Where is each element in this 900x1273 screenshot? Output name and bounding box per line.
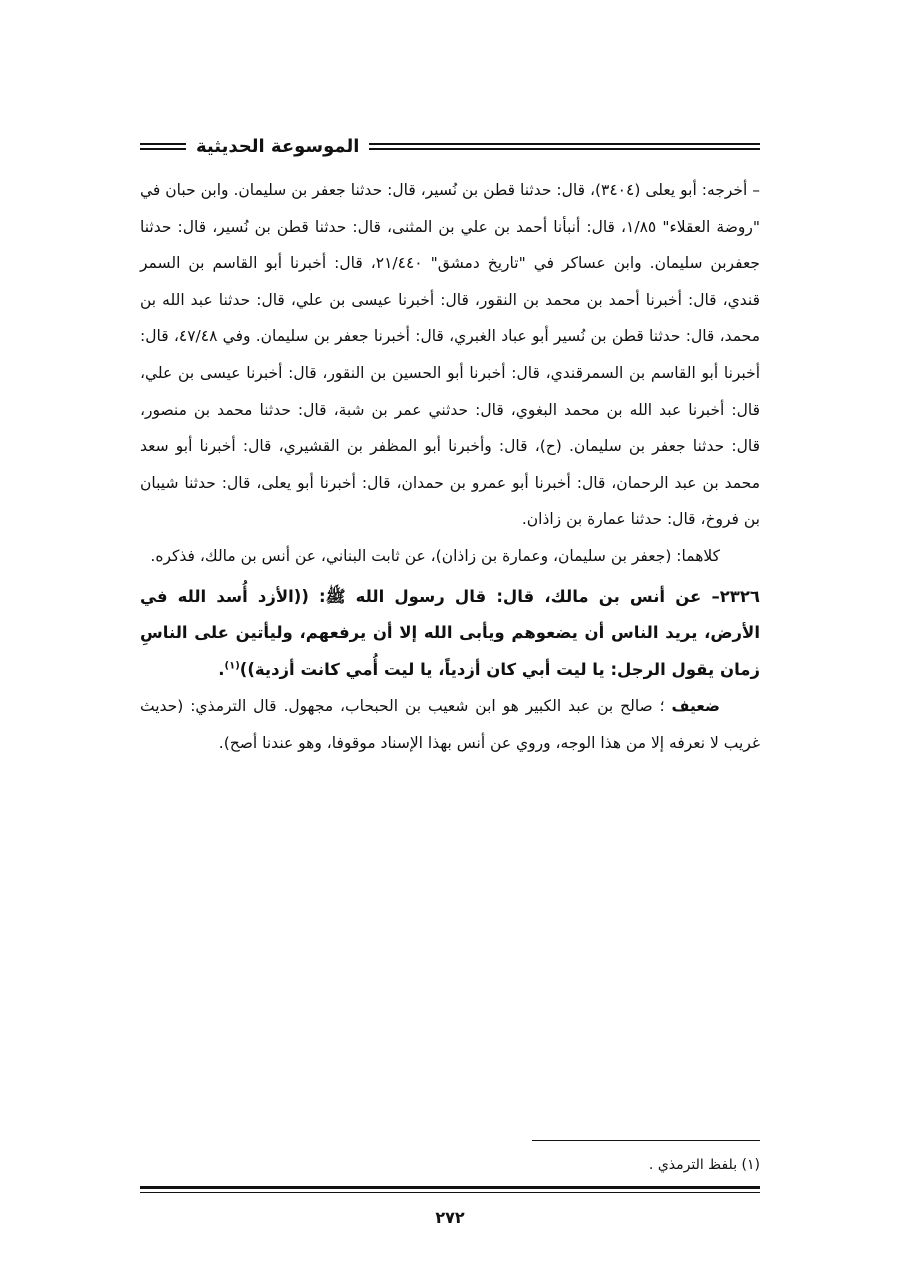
running-header — [140, 130, 760, 162]
main-text — [140, 172, 760, 762]
hadith-paragraph — [140, 579, 760, 689]
takhrij-paragraph: – أخرجه: أبو يعلى (٣٤٠٤)، قال: حدثنا قطن بن نُسير، قال: حدثنا جعفر بن سليمان. وابن حبان في "روضة العقلاء" ١/٨٥، قال: أنبأنا أحمد بن علي بن المثنى، قال: حدثنا قطن بن نُسير، قال: حدثنا جعفربن سليمان. وابن عساكر في "تاريخ دمشق" ٢١/٤٤٠، قال: أخبرنا أبو القاسم بن السمر قندي، قال: أخبرنا أحمد بن محمد بن النقور، قال: أخبرنا عيسى بن علي، قال: حدثنا عبد الله بن محمد، قال: حدثنا قطن بن نُسير أبو عباد الغبري، قال: أخبرنا جعفر بن سليمان. وفي ٤٧/٤٨، قال: أخبرنا أبو القاسم بن السمرقندي، قال: أخبرنا أبو الحسين بن النقور، قال: أخبرنا عيسى بن علي، قال: أخبرنا عبد الله بن محمد البغوي، قال: حدثني عمر بن شبة، قال: حدثنا محمد بن منصور، قال: حدثنا جعفر بن سليمان. (ح)، قال: وأخبرنا أبو المظفر بن القشيري، قال: أخبرنا أبو سعد محمد بن عبد الرحمان، قال: أخبرنا أبو عمرو بن حمدان، قال: أخبرنا أبو يعلى، قال: حدثنا شيبان بن فروخ، قال: حدثنا عمارة بن زاذان. — [140, 181, 761, 529]
grade-text: ؛ صالح بن عبد الكبير هو ابن شعيب بن الحبحاب، مجهول. قال الترمذي: (حديث غريب لا نعرفه إلا من هذا الوجه، وروي عن أنس بهذا الإسناد موقوفا، وهو عندنا أصح). — [140, 697, 760, 752]
footnote-reference: (١) — [224, 660, 240, 672]
page-number: ٢٧٢ — [435, 1208, 465, 1227]
grade-lead: ضعيف — [671, 697, 720, 716]
kilahuma-paragraph: كلاهما: (جعفر بن سليمان، وعمارة بن زاذان)، عن ثابت البناني، عن أنس بن مالك، فذكره. — [150, 546, 720, 565]
header-rule-right — [369, 143, 760, 150]
footnote: (١) بلفظ الترمذي . — [648, 1157, 760, 1173]
hadith-text: ٢٣٢٦– عن أنس بن مالك، قال: قال رسول الله ﷺ: ((الأزد أُسد الله في الأرض، يريد الناس أن يضعوهم ويأبى الله إلا أن يرفعهم، وليأتين على الناسِ زمان يقول الرجل: يا ليت أبي كان أزدياً، يا ليت أُمي كانت أزدية)) — [140, 586, 760, 679]
footnote-separator — [532, 1140, 760, 1141]
grade-paragraph — [140, 688, 760, 761]
hadith-end: . — [218, 659, 225, 679]
bottom-rule — [140, 1186, 760, 1193]
header-title: الموسوعة الحديثية — [196, 135, 360, 157]
header-rule-left — [140, 143, 186, 150]
